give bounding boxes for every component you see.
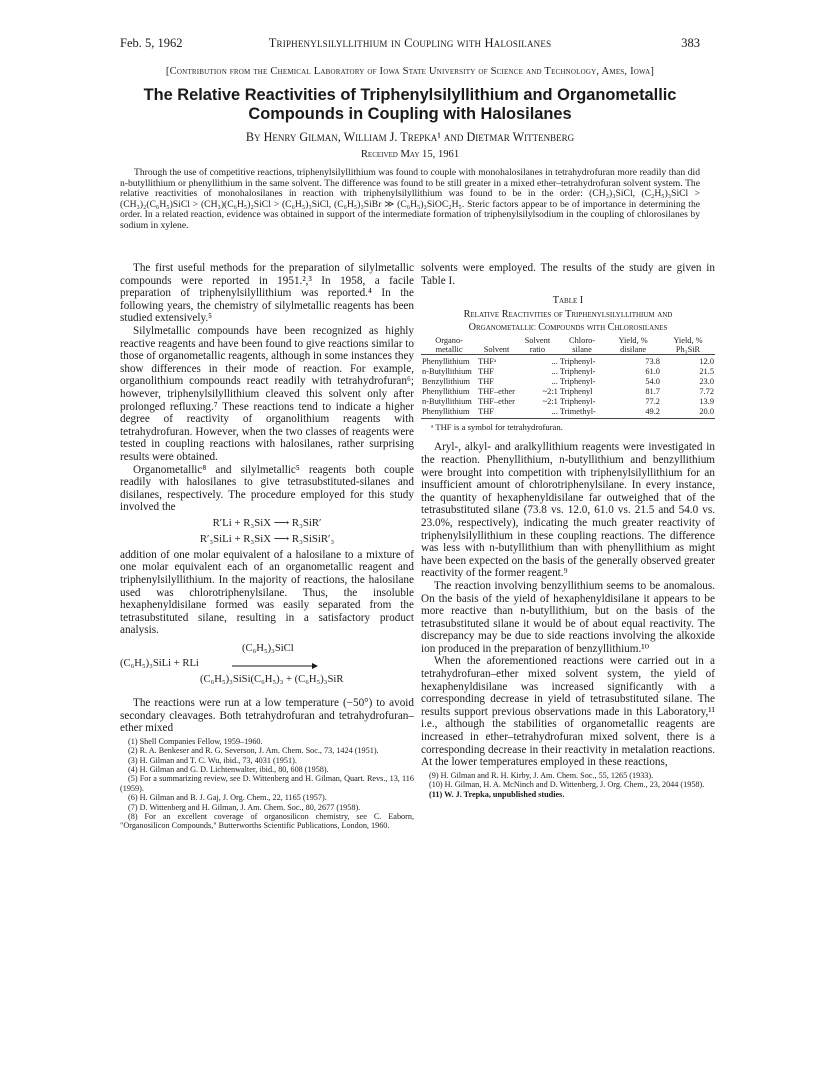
reaction-scheme [120,641,414,691]
table-cell: THF–ether [478,396,515,406]
paragraph: When the aforementioned reactions were carried out in a tetrahydrofuran–ether mixed solvent system, the yield of hexaphenyldisilane was increased significantly with a corresponding decrease in yield of tetrasubstituted silane. The results support previous observations made in this Laboratory,¹¹ i.e., although the stabilities of organometallic reagents are increased in ether–tetrahydrofuran mixed solvent, there is a corresponding decrease in their reactivity in metalation reactions. At the lower temperatures employed in these reactions, [421,655,715,769]
equation: R′Li + R₃SiX ⟶ R₃SiR′ [212,516,322,529]
table-cell: Phenyllithium [422,386,470,396]
scheme-reactants: (C₆H₅)₃SiLi + RLi [120,658,199,670]
running-title: Triphenylsilyllithium in Coupling with Halosilanes [268,36,552,50]
scheme-reagent: (C₆H₅)₃SiCl [242,643,294,655]
footnote: (9) H. Gilman and R. H. Kirby, J. Am. Chem. Soc., 55, 1265 (1933). [429,770,654,780]
table-row [421,397,715,407]
table-cell: Triphenyl- [559,396,596,406]
footnote: (8) For an excellent coverage of organosilicon chemistry, see C. Eaborn, "Organosilicon Compounds," Butterworths Scientific Publications, London, 1960. [120,812,414,831]
table-cell: Phenyllithium [421,407,477,419]
table-cell: 23.0 [699,376,714,386]
footnote: (5) For a summarizing review, see D. Wittenberg and H. Gilman, Quart. Revs., 13, 116 (1959). [120,774,414,793]
table-cell: 49.2 [605,407,661,419]
paragraph: addition of one molar equivalent of a halosilane to a mixture of one molar equivalent each of an organometallic reagent and triphenylsilyllithium. In the majority of reactions, the halosilane used was chlorotriphenylsilane. Thus, the insoluble hexaphenyldisilane formed was easily separated from the tetrasubstituted silane, resulting in a satisfactory product analysis. [120,548,414,637]
table-cell: 20.0 [661,407,715,419]
table-cell: THF [477,407,516,419]
paragraph: solvents were employed. The results of the study are given in Table I. [421,262,715,287]
table-cell: 77.2 [645,396,660,406]
table-cell: 61.0 [645,366,660,376]
footnote: (1) Shell Companies Fellow, 1959–1960. [128,736,263,746]
table-cell: Benzyllithium [422,376,470,386]
table-row [421,367,715,377]
paragraph: The reaction involving benzyllithium seems to be anomalous. On the basis of the yield of hexaphenyldisilane it appears to be more reactive than n-butyllithium, but on the basis of the tetrasubstituted silane it would be of about equal reactivity. The discrepancy may be due to side reactions involving the alkoxide ion produced in the preparation of benzyllithium.¹⁰ [421,579,715,655]
table-cell: n-Butyllithium [422,396,472,406]
footnote: (7) D. Wittenberg and H. Gilman, J. Am. Chem. Soc., 80, 2677 (1958). [128,802,361,812]
table-cell: 81.7 [645,386,660,396]
table-cell: Triphenyl- [559,356,596,366]
table-cell: 73.8 [645,356,660,366]
footnote: (3) H. Gilman and T. C. Wu, ibid., 73, 4031 (1951). [128,755,297,765]
table-caption: Table I [552,295,584,307]
table-row [421,377,715,387]
footnotes [120,737,414,831]
table-cell: Triphenyl- [559,376,596,386]
column-header: Chloro-silane [559,336,605,355]
table-title-line: Relative Reactivities of Triphenylsilyllithium and [463,308,673,320]
footnotes [421,771,715,799]
table-cell: ... [551,356,558,366]
table-title [421,308,715,334]
abstract: Through the use of competitive reactions, triphenylsilyllithium was found to couple with monohalosilanes in tetrahydrofuran more readily than did n-butyllithium or phenyllithium in the same solvent. The difference was found to be still greater in a mixed ether–tetrahydrofuran solvent system. The relative reactivities of monohalosilanes in reaction with triphenylsilyllithium was found to be in the order: (CH₃)₃SiCl, (C₂H₅)₃SiCl > (CH₃)₂(C₆H₅)SiCl > (CH₃)(C₆H₅)₂SiCl > (C₆H₅)₃SiCl, (C₆H₅)₃SiBr ≫ (C₆H₅)₃SiOC₂H₅. Steric factors appear to be of importance in determining the order. In a related reaction, evidence was obtained in support of the intermediate formation of triphenylsilylsodium in the coupling of chlorosilanes by sodium in xylene. [120,167,700,231]
table-cell: Trimethyl- [559,407,605,419]
table-cell: ~2:1 [542,396,558,406]
table-header-row [421,336,715,355]
footnote: (6) H. Gilman and B. J. Gaj, J. Org. Chem., 22, 1165 (1957). [128,793,327,803]
paragraph: The reactions were run at a low temperature (−50°) to avoid secondary cleavages. Both tetrahydrofuran and tetrahydrofuran–ether mixed [120,697,414,735]
table-cell: Phenyllithium [422,356,470,366]
footnote: (11) W. J. Trepka, unpublished studies. [429,789,565,799]
left-column [120,262,414,831]
table-cell: ... [551,366,558,376]
table-cell: ... [516,407,559,419]
column-header: Solvent ratio [516,336,559,355]
paragraph: The first useful methods for the preparation of silylmetallic compounds were reported in 1951.²,³ In 1958, a facile preparation of triphenylsilyllithium was reported.⁴ In the following years, the chemistry of silylmetallic reagents has been studied extensively.⁵ [120,262,414,325]
table-cell: 7.72 [699,386,714,396]
table-cell: 12.0 [699,356,714,366]
issue-date: Feb. 5, 1962 [120,36,183,50]
column-header: Yield, % Ph₃SiR [661,336,715,355]
right-column [421,262,715,799]
table-cell: 21.5 [699,366,714,376]
table-cell: 13.9 [699,396,714,406]
column-header: Solvent [477,336,516,355]
paragraph: Organometallic⁸ and silylmetallic⁵ reagents both couple readily with halosilanes to give tetrasubstituted-silanes and disilanes, respectively. The procedure employed for this study involved the [120,463,414,514]
table-footnote: ᵃ THF is a symbol for tetrahydrofuran. [431,421,563,432]
table-row [421,387,715,397]
table-cell: ~2:1 [542,386,558,396]
table-cell: n-Butyllithium [422,366,472,376]
footnote: (4) H. Gilman and G. D. Lichtenwalter, ibid., 80, 608 (1958). [128,765,329,775]
table-row [421,407,715,419]
author-line: By Henry Gilman, William J. Trepka¹ and Dietmar Wittenberg [245,130,575,144]
footnote: (2) R. A. Benkeser and R. G. Severson, J. Am. Chem. Soc., 73, 1424 (1951). [128,746,379,756]
table-cell: Triphenyl- [559,366,596,376]
table-cell: THF [478,366,494,376]
table-title-line: Organometallic Compounds with Chlorosilanes [468,321,668,333]
page-number: 383 [681,36,700,50]
table-cell: THFᵃ [478,356,497,366]
table-cell: THF [478,376,494,386]
article-title: The Relative Reactivities of Triphenylsilyllithium and Organometallic Compounds in Coupling with Halosilanes [143,86,677,123]
reaction-arrow [232,662,318,670]
equation: R′₃SiLi + R₃SiX ⟶ R₃SiSiR′₃ [199,532,335,545]
table-cell: ... [551,376,558,386]
footnote: (10) H. Gilman, H. A. McNinch and D. Wittenberg, J. Org. Chem., 23, 2044 (1958). [429,780,705,790]
contribution-line: [Contribution from the Chemical Laboratory of Iowa State University of Science and Technology, Ames, Iowa] [165,66,655,77]
received-date: Received May 15, 1961 [360,149,460,160]
column-header: Yield, % disilane [605,336,661,355]
scheme-products: (C₆H₅)₃SiSi(C₆H₅)₃ + (C₆H₅)₃SiR [200,674,344,686]
results-table [421,336,715,419]
table-cell: Triphenyl [559,386,593,396]
paragraph: Silylmetallic compounds have been recognized as highly reactive reagents and have been found to give reactions similar to those of organometallic reagents, although in some instances they show differences in their mode of reaction. For example, organolithium compounds react readily with tetrahydrofuran⁶; however, triphenylsilyllithium cleaved this solvent only after prolonged refluxing.⁷ These reactions tend to indicate a higher degree of reactivity of organolithium reagents with tetrahydrofuran. However, when the two classes of reagents were tested in coupling reactions with halosilanes, rather surprising results were obtained. [120,324,415,463]
running-header [120,36,700,54]
table-row [421,354,715,367]
column-header: Organo-metallic [421,336,477,355]
paragraph: Aryl-, alkyl- and aralkyllithium reagents were investigated in the reaction. Phenyllithium, n-butyllithium and benzyllithium were brought into competition with triphenylsilyllithium for an insufficient amount of chlorotriphenylsilane. In every instance, the quantity of hexaphenyldisilane far outweighed that of the tetrasubstituted silane (73.8 vs. 12.0, 61.0 vs. 21.5 and 54.0 vs. 23.0%, respectively), indicating the much greater reactivity of triphenylsilyllithium in these coupling reactions. The difference was less with n-butyllithium than with phenyllithium as might have been expected on the basis of the generally observed greater reactivity of the former reagent.⁹ [421,441,715,580]
table-cell: 54.0 [645,376,660,386]
table-cell: THF–ether [478,386,515,396]
